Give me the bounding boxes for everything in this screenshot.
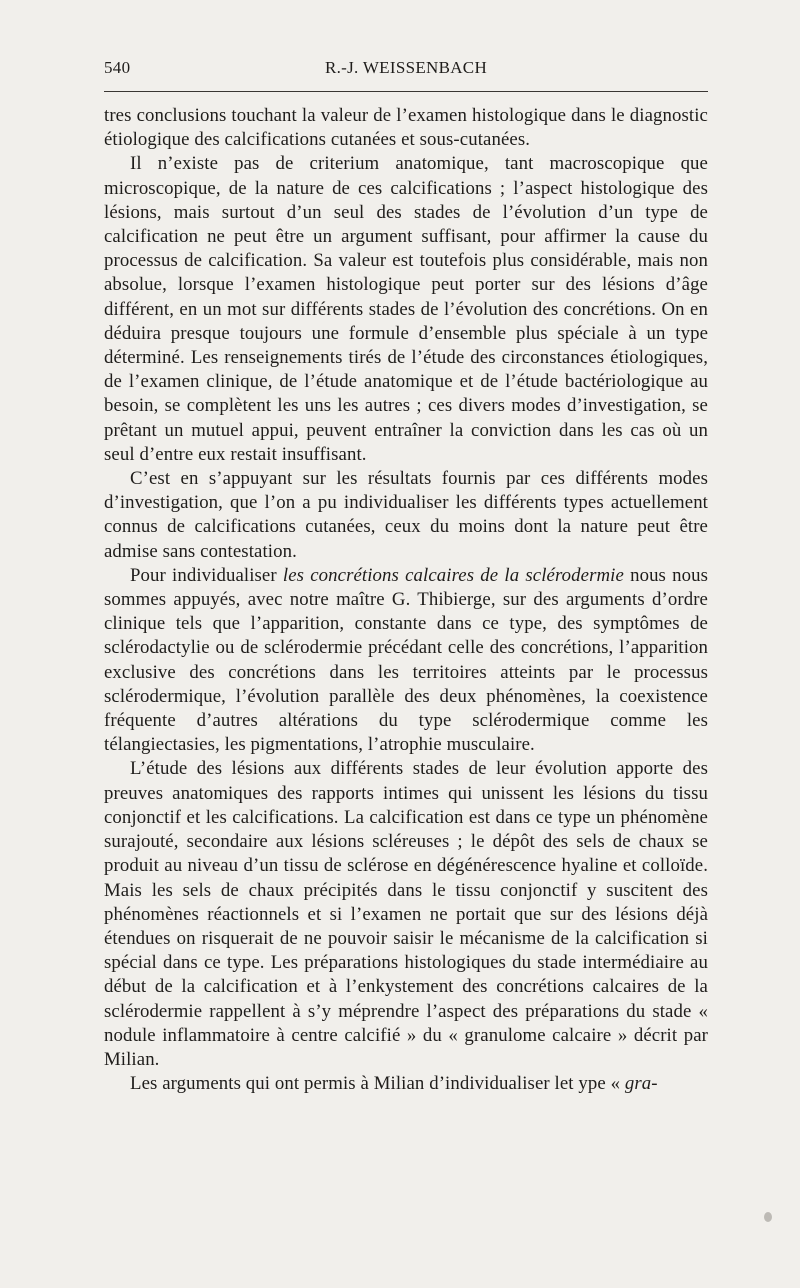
body-text [104,104,708,1096]
page-header [104,58,708,86]
paragraph: tres conclusions touchant la valeur de l’examen histologique dans le diagnostic étiologique des calcifications cutanées et sous-cutanées. [104,105,708,151]
paragraph [104,1072,708,1096]
paragraph-text: nous nous sommes appuyés, avec notre maître G. Thibierge, sur des arguments d’ordre clinique tels que l’apparition, constante dans ce type, des symptômes de sclérodactylie ou de sclérodermie précédant celle des concrétions, l’apparition exclusive des concrétions dans les territoires atteints par le processus sclérodermique, l’évolution parallèle des deux phénomènes, la coexistence fréquente d’autres altérations du type sclérodermique comme les télangiectasies, les pigmentations, l’atrophie musculaire. [104,564,709,756]
italic-title: les concrétions calcaires de la sclérodermie [282,564,624,586]
italic-fragment: gra- [624,1073,658,1095]
paragraph-text: Les arguments qui ont permis à Milian d’individualiser let ype « [130,1073,625,1095]
paragraph: L’étude des lésions aux différents stades de leur évolution apporte des preuves anatomiques des rapports intimes qui unissent les lésions du tissu conjonctif et les calcifications. La calcification est dans ce type un phénomène surajouté, secondaire aux lésions scléreuses ; le dépôt des sels de chaux se produit au niveau d’un tissu de sclérose en dégénérescence hyaline et colloïde. Mais les sels de chaux précipités dans le tissu conjonctif y suscitent des phénomènes réactionnels et si l’examen ne portait que sur des lésions déjà étendues on risquerait de ne pouvoir saisir le mécanisme de la calcification si spécial dans ce type. Les préparations histologiques du stade intermédiaire au début de la calcification et à l’enkystement des concrétions calcaires de la sclérodermie rappellent à s’y méprendre l’aspect des préparations du stade « nodule inflammatoire à centre calcifié » du « granulome calcaire » décrit par Milian. [104,758,708,1070]
paragraph: C’est en s’appuyant sur les résultats fournis par ces différents modes d’investigation, que l’on a pu individualiser les différents types actuellement connus de calcifications cutanées, ceux du moins dont la nature peut être admise sans contestation. [104,468,708,562]
header-rule [104,91,708,92]
paragraph [104,564,708,758]
running-title: R.-J. WEISSENBACH [324,58,488,77]
page-number: 540 [104,58,131,77]
paragraph: Il n’existe pas de criterium anatomique, tant macroscopique que microscopique, de la nature de ces calcifications ; l’aspect histologique des lésions, mais surtout d’un seul des stades de l’évolution d’un type de calcification ne peut être un argument suffisant, pour affirmer la cause du processus de calcification. Sa valeur est toutefois plus considérable, mais non absolue, lorsque l’examen histologique peut porter sur des lésions d’âge différent, en un mot sur différents stades de l’évolution des concrétions. On en déduira presque toujours une formule d’ensemble plus spéciale à un type déterminé. Les renseignements tirés de l’étude des circonstances étiologiques, de l’examen clinique, de l’étude anatomique et de l’étude bactériologique au besoin, se complètent les uns les autres ; ces divers modes d’investigation, se prêtant un mutuel appui, peuvent entraîner la conviction dans les cas où un seul d’entre eux restait insuffisant. [104,153,708,465]
paragraph-text: Pour individualiser [130,564,283,586]
paper-speck [764,1212,772,1222]
